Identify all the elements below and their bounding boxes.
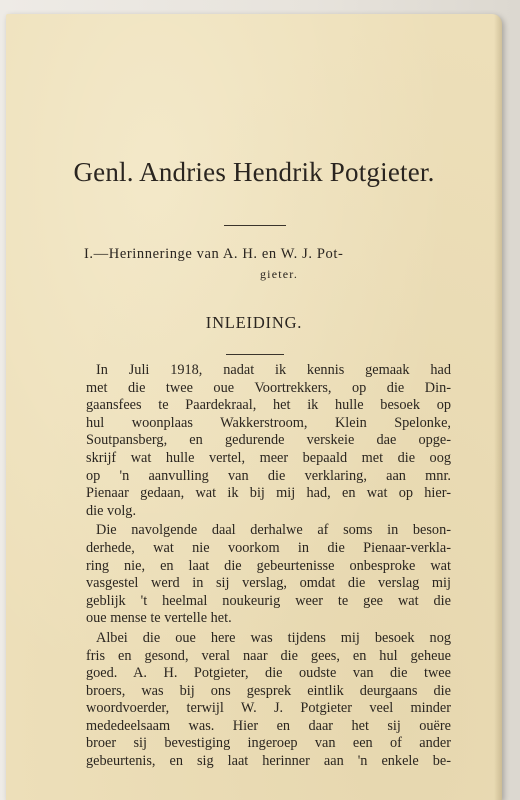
text-line: ring nie, en laat die gebeurtenisse onbesproke wat [86, 557, 451, 574]
text-line: goed. A. H. Potgieter, die oudste van die twee [86, 665, 451, 682]
text-line: Albei die oue here was tijdens mij besoek nog [96, 629, 451, 646]
page-edge-shadow [494, 14, 502, 800]
text-line: mededeelsaam was. Hier en daar het sij ouëre [86, 717, 451, 734]
text-line: broer sij bevestiging ingeroep van een of ander [86, 735, 451, 752]
subtitle-line-1: I.—Herinneringe van A. H. en W. J. Pot- [84, 246, 344, 262]
text-line: Pienaar gedaan, wat ik bij mij had, en wat op hier- [86, 485, 451, 502]
page-title: Genl. Andries Hendrik Potgieter. [73, 157, 435, 187]
text-line: hul woonplaas Wakkerstroom, Klein Spelonke, [86, 414, 451, 431]
subtitle-line-2: gieter. [259, 267, 299, 281]
body-text [86, 362, 451, 771]
text-line: Soutpansberg, en gedurende verskeie dae opge- [86, 432, 451, 449]
text-line: gaansfees te Paardekraal, het ik hulle besoek op [86, 397, 451, 414]
title-divider [224, 225, 286, 226]
text-line: geblijk 't heelmal noukeurig weer te gee wat die [86, 592, 451, 609]
heading-divider [226, 354, 284, 355]
book-page [6, 14, 502, 800]
text-line: broers, was bij ons gesprek eintlik deurgaans die [86, 682, 451, 699]
paragraph [86, 522, 451, 628]
text-line: gebeurtenis, en sig laat herinner aan 'n enkele be- [86, 753, 451, 770]
text-line: die volg. [86, 502, 137, 519]
text-line: oue mense te vertelle het. [86, 610, 232, 627]
paragraph [86, 630, 451, 771]
text-line: met die twee oue Voortrekkers, op die Din- [86, 379, 451, 396]
section-heading: INLEIDING. [205, 313, 303, 332]
text-line: fris en gesond, veral naar die gees, en hul geheue [86, 647, 451, 664]
text-line: vasgestel werd in sij verslag, omdat die verslag mij [86, 575, 451, 592]
text-line: skrijf wat hulle vertel, meer bepaald met die oog [86, 449, 451, 466]
text-line: Die navolgende daal derhalwe af soms in beson- [96, 522, 451, 539]
text-line: op 'n aanvulling van die verklaring, aan mnr. [86, 467, 451, 484]
text-line: derhede, wat nie voorkom in die Pienaar-verkla- [86, 539, 451, 556]
text-line: woordvoerder, terwijl W. J. Potgieter veel minder [86, 700, 451, 717]
text-line: In Juli 1918, nadat ik kennis gemaak had [96, 362, 451, 378]
section-subtitle [84, 244, 434, 284]
paragraph [86, 362, 451, 520]
